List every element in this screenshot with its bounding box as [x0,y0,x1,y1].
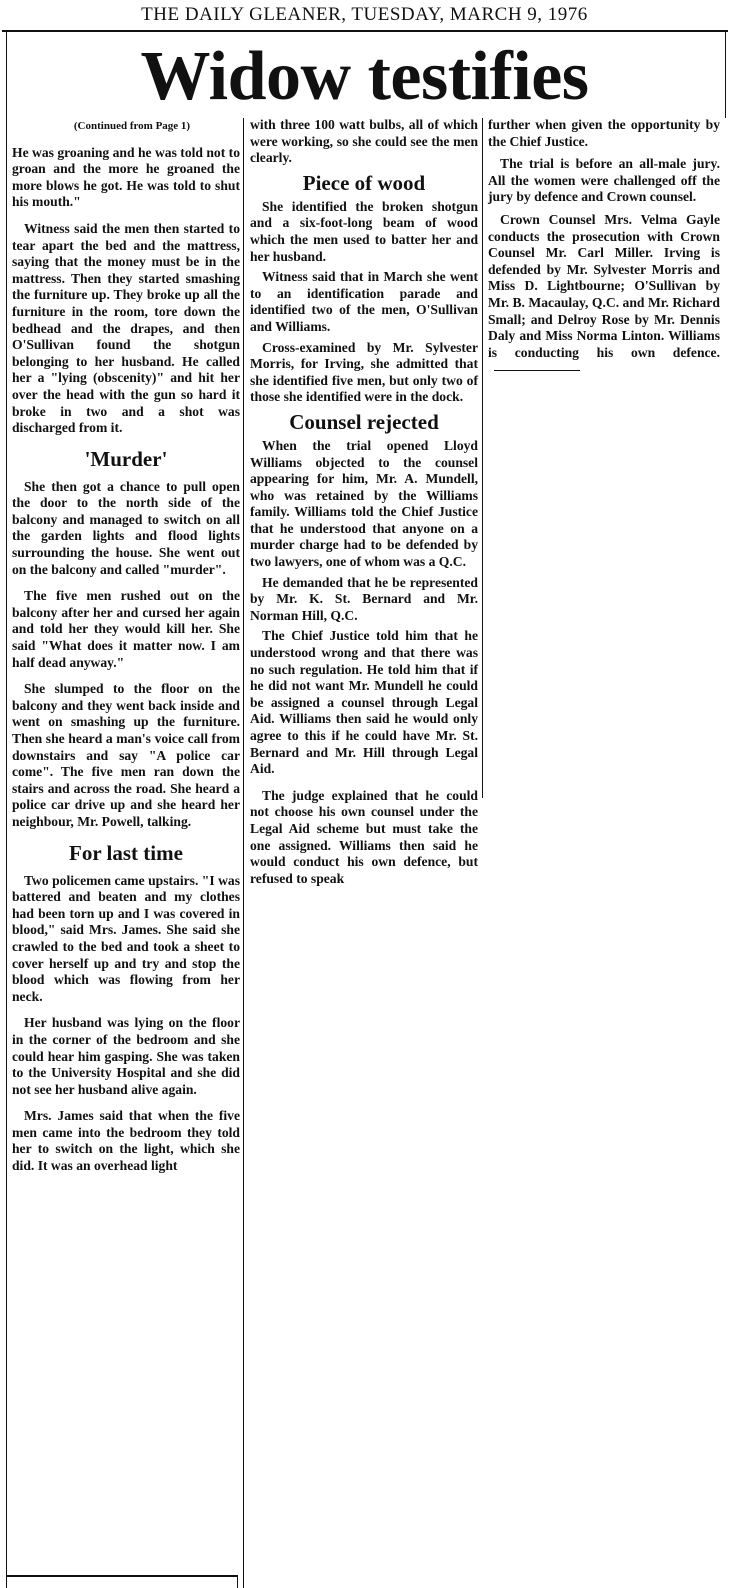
paragraph: He demanded that he be represented by Mr. K. St. Bernard and Mr. Norman Hill, Q.C. [250,574,478,623]
paragraph: Witness said the men then started to tear apart the bed and the mattress, saying that the money must be in the mattress. Then they started smashing the furniture up. They broke up all the furniture in the room, tore down the bedhead and the drapes, and then O'Sullivan found the shotgun belonging to her husband. He called her a "lying (obscenity)" and hit her over the head with the gun so hard it broke in two and a shot was discharged from it. [12,220,240,436]
paragraph [488,212,720,378]
paragraph: Mrs. James said that when the five men came into the bedroom they told her to switch on the light, which she did. It was an overhead light [12,1108,240,1174]
article-column-3 [488,117,720,378]
subhead-for-last-time: For last time [69,840,183,865]
paragraph: She identified the broken shotgun and a six-foot-long beam of wood which the men used to batter her and her husband. [250,198,478,264]
paragraph: She slumped to the floor on the balcony and they went back inside and went on smashing up the furniture. Then she heard a man's voice call from downstairs and say "A police car come". The five men ran down the stairs and across the road. She heard a police car drive up and she heard her neighbour, Mr. Powell, talking. [12,681,240,829]
column-rule-right [725,32,726,118]
paragraph: further when given the opportunity by the Chief Justice. [488,117,720,149]
end-of-article-rule [494,370,580,371]
subhead-counsel-rejected: Counsel rejected [289,409,439,434]
column-rule-2 [482,118,483,798]
column-rule-1 [243,118,244,1588]
article-column-2 [250,117,478,897]
column-rule-left [6,32,7,1577]
paragraph: The trial is before an all-male jury. All the women were challenged off the jury by defence and Crown counsel. [488,156,720,205]
paragraph: He was groaning and he was told not to groan and the more he groaned the more blows he got. He was told to shut his mouth." [12,144,240,210]
paragraph: Cross-examined by Mr. Sylvester Morris, for Irving, she admitted that she identified five men, but only two of those she identified were in the dock. [250,339,478,405]
paragraph: Witness said that in March she went to an identification parade and identified two of the men, O'Sullivan and Williams. [250,269,478,334]
paragraph-text: Crown Counsel Mrs. Velma Gayle conducts the prosecution with Crown Counsel Mr. Carl Miller. Irving is defended by Mr. Sylvester Morris and Miss D. Lightbourne; O'Sullivan by Mr. B. Macaulay, Q.C. and Mr. Richard Small; and Delroy Rose by Mr. Dennis Daly and Miss Norma Linton. Williams is conducting his own defence. [488,211,720,360]
headline: Widow testifies [140,38,589,115]
masthead-rule [2,30,728,32]
masthead: THE DAILY GLEANER, TUESDAY, MARCH 9, 1976 [141,4,588,25]
paragraph: Her husband was lying on the floor in the corner of the bedroom and she could hear him gasping. She was taken to the University Hospital and she did not see her husband alive again. [12,1015,240,1097]
column-box-rule [6,1575,238,1577]
paragraph: When the trial opened Lloyd Williams objected to the counsel appearing for him, Mr. A. Mundell, who was retained by the Williams family. Williams told the Chief Justice that he understood that anyone on a murder charge had to be defended by two lawyers, one of whom was a Q.C. [250,437,478,570]
paragraph: The Chief Justice told him that he understood wrong and that there was no such regulation. He told him that if he did not want Mr. Mundell he could be assigned a counsel through Legal Aid. Williams then said he would only agree to this if he could have Mr. St. Bernard and Mr. Hill through Legal Aid. [250,628,478,777]
article-column-1 [12,118,240,1185]
column-box-rule-right [237,1575,238,1588]
paragraph: Two policemen came upstairs. "I was battered and beaten and my clothes had been torn up and I was covered in blood," said Mrs. James. She said she crawled to the bed and took a sheet to cover herself up and try and stop the blood which was flowing from her neck. [12,872,240,1004]
subhead-piece-of-wood: Piece of wood [302,170,426,195]
paragraph: The judge explained that he could not choose his own counsel under the Legal Aid scheme but must take the one assigned. Williams then said he would conduct his own defence, but refused to speak [250,787,478,886]
subhead-murder: 'Murder' [84,446,168,471]
paragraph: The five men rushed out on the balcony after her and cursed her again and told her they would kill her. She said "What does it matter now. I am half dead anyway." [12,588,240,670]
column-box-rule-left [6,1575,7,1588]
paragraph: with three 100 watt bulbs, all of which were working, so she could see the men clearly. [250,117,478,166]
paragraph: She then got a chance to pull open the door to the north side of the balcony and managed to switch on all the garden lights and flood lights surrounding the house. She went out on the balcony and called "murder". [12,478,240,577]
continued-line: (Continued from Page 1) [73,120,191,132]
